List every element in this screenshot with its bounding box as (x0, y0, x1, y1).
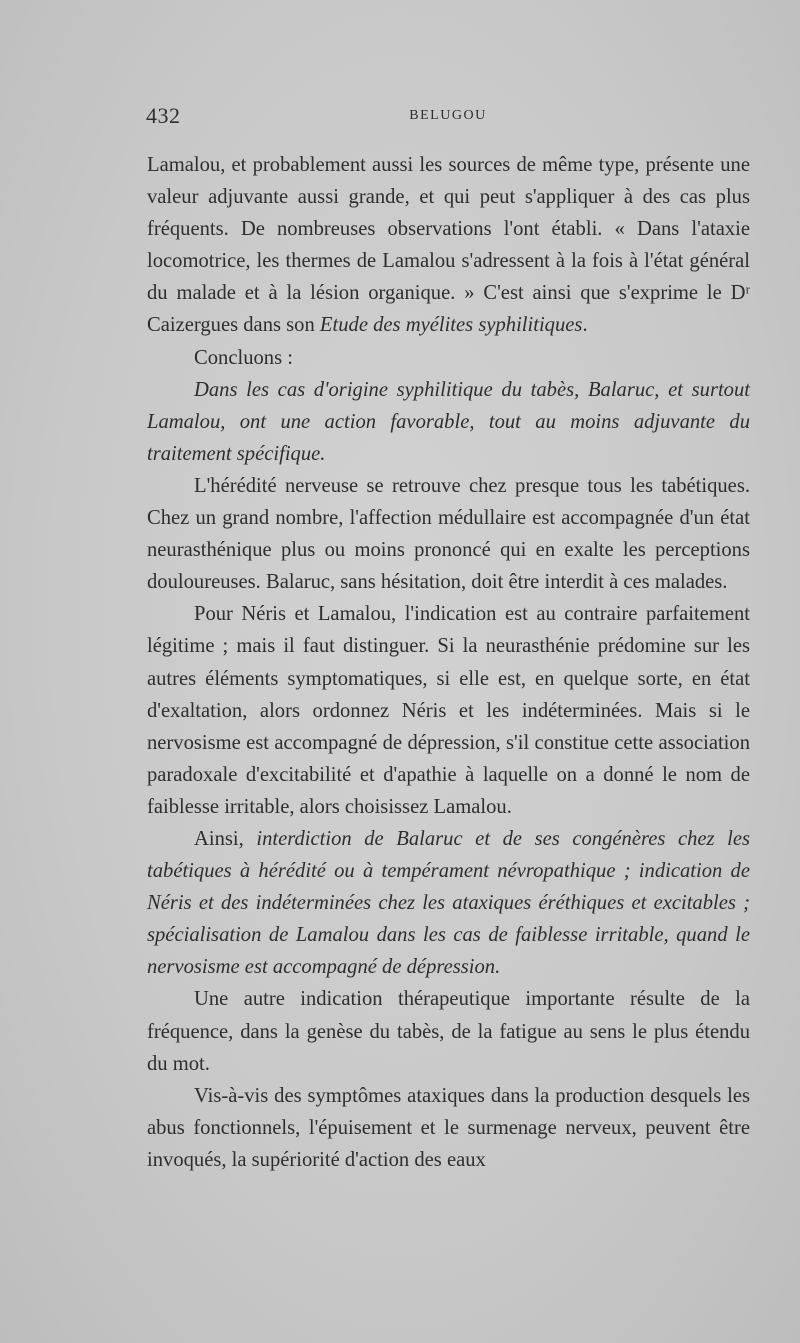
paragraph-4 (147, 470, 750, 598)
running-head: BELUGOU (409, 108, 487, 123)
paragraph-4-text: L'hérédité nerveuse se retrouve chez presque tous les tabétiques. Chez un grand nombre, l'affection médullaire est accompagnée d'un état neurasthénique plus ou moins prononcé qui en exalte les perceptions douloureuses. Balaruc, sans hésitation, doit être interdit à ces malades. (147, 474, 750, 594)
paragraph-8 (147, 1080, 750, 1176)
paragraph-2-text: Concluons : (194, 346, 293, 369)
paragraph-1 (147, 149, 750, 342)
paragraph-1-end: . (582, 314, 588, 337)
page-number: 432 (146, 103, 181, 128)
paragraph-8-text: Vis-à-vis des symptômes ataxiques dans la production desquels les abus fonctionnels, l'épuisement et le surmenage nerveux, peuvent être invoqués, la supériorité d'action des eaux (147, 1084, 750, 1171)
paragraph-6 (147, 823, 750, 983)
paragraph-3-conclusion (147, 374, 750, 470)
paragraph-2 (147, 342, 750, 374)
paragraph-7-text: Une autre indication thérapeutique importante résulte de la fréquence, dans la genèse du tabès, de la fatigue au sens le plus étendu du mot. (147, 988, 750, 1075)
paragraph-6-summary: interdiction de Balaruc et de ses congénères chez les tabétiques à hérédité ou à tempérament névropathique ; indication de Néris et des indéterminées chez les ataxiques éréthiques et excitables ; spécialisation de Lamalou dans les cas de faiblesse irritable, quand le nervosisme est accompagné de dépression. (147, 827, 750, 979)
page-header (146, 103, 750, 133)
paragraph-7 (147, 983, 750, 1079)
body-text (147, 149, 750, 1176)
paragraph-3-text: Dans les cas d'origine syphilitique du tabès, Balaruc, et surtout Lamalou, ont une action favorable, tout au moins adjuvante du traitement spécifique. (147, 378, 750, 465)
paragraph-1-text: Lamalou, et probablement aussi les sources de même type, présente une valeur adjuvante aussi grande, et qui peut s'appliquer à des cas plus fréquents. De nombreuses observations l'ont établi. « Dans l'ataxie locomotrice, les thermes de Lamalou s'adressent à la fois à l'état général du malade et à la lésion organique. » C'est ainsi que s'exprime le Dʳ Caizergues dans son (147, 154, 750, 337)
paragraph-5 (147, 598, 750, 823)
paragraph-5-text: Pour Néris et Lamalou, l'indication est au contraire parfaitement légitime ; mais il faut distinguer. Si la neurasthénie prédomine sur les autres éléments symptomatiques, si elle est, en quelque sorte, en état d'exaltation, alors ordonnez Néris et les indéterminées. Mais si le nervosisme est accompagné de dépression, s'il constitue cette association paradoxale d'excitabilité et d'apathie à laquelle on a donné le nom de faiblesse irritable, alors choisissez Lamalou. (147, 603, 750, 818)
paragraph-1-book-title: Etude des myélites syphilitiques (319, 314, 583, 337)
paragraph-6-text: Ainsi, (194, 827, 257, 850)
